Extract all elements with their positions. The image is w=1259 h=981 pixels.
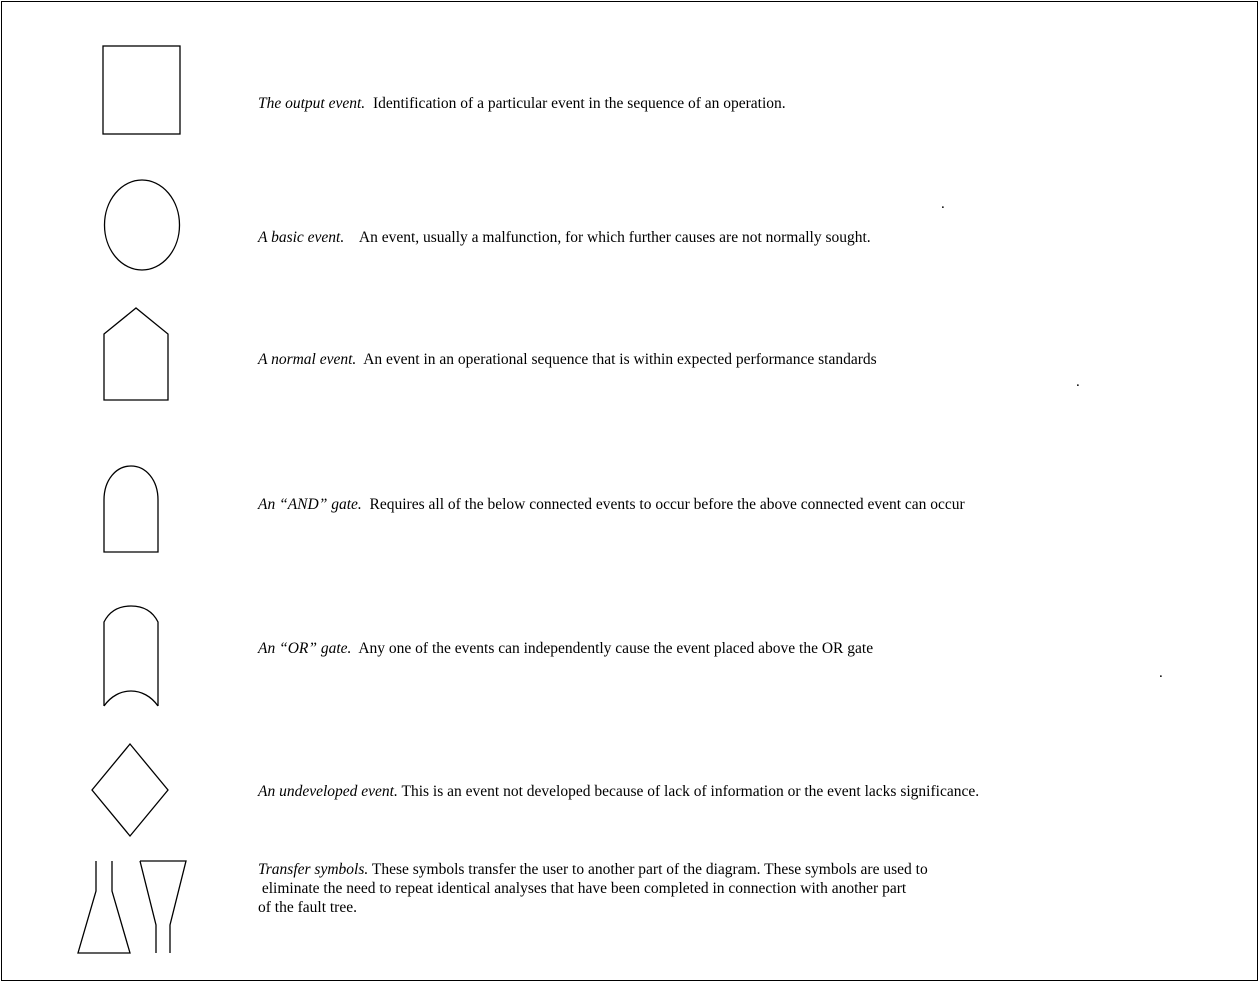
normal-event-term: A normal event. <box>258 351 357 368</box>
or-gate-icon <box>102 604 160 708</box>
or-gate-term: An “OR” gate. <box>258 640 352 657</box>
output-event-description <box>258 94 786 113</box>
transfer-symbols-description <box>258 860 928 917</box>
house-icon <box>102 306 170 402</box>
transfer-out-icon <box>138 859 188 955</box>
circle-icon <box>102 178 182 272</box>
stray-mark: . <box>941 196 945 212</box>
legend-frame <box>1 1 1258 981</box>
transfer-text-line-3: of the fault tree. <box>258 899 357 916</box>
transfer-in-icon <box>76 859 132 955</box>
and-gate-description <box>258 495 965 514</box>
transfer-text-line-1: These symbols transfer the user to another part of the diagram. These symbols are used to <box>371 861 928 878</box>
undeveloped-event-text: This is an event not developed because of lack of information or the event lacks significance. <box>401 783 980 800</box>
transfer-symbols-term: Transfer symbols. <box>258 861 369 878</box>
transfer-line-1 <box>258 860 928 879</box>
and-gate-icon <box>102 464 160 554</box>
or-gate-text: Any one of the events can independently cause the event placed above the OR gate <box>358 640 874 657</box>
undeveloped-event-description <box>258 782 979 801</box>
diamond-icon <box>90 742 170 838</box>
output-event-text: Identification of a particular event in the sequence of an operation. <box>372 95 786 112</box>
transfer-text-line-2: eliminate the need to repeat identical analyses that have been completed in connection with another part <box>258 880 907 897</box>
basic-event-text: An event, usually a malfunction, for which further causes are not normally sought. <box>358 229 871 246</box>
normal-event-text: An event in an operational sequence that is within expected performance standards <box>363 351 877 368</box>
basic-event-term: A basic event. <box>258 229 345 246</box>
stray-mark: . <box>1076 374 1080 390</box>
normal-event-description <box>258 350 877 369</box>
stray-mark: . <box>1159 665 1163 681</box>
or-gate-description <box>258 639 873 658</box>
rectangle-icon <box>102 45 182 136</box>
undeveloped-event-term: An undeveloped event. <box>258 783 398 800</box>
basic-event-description <box>258 228 871 247</box>
and-gate-text: Requires all of the below connected events to occur before the above connected event can occur <box>369 496 965 513</box>
output-event-term: The output event. <box>258 95 366 112</box>
and-gate-term: An “AND” gate. <box>258 496 362 513</box>
